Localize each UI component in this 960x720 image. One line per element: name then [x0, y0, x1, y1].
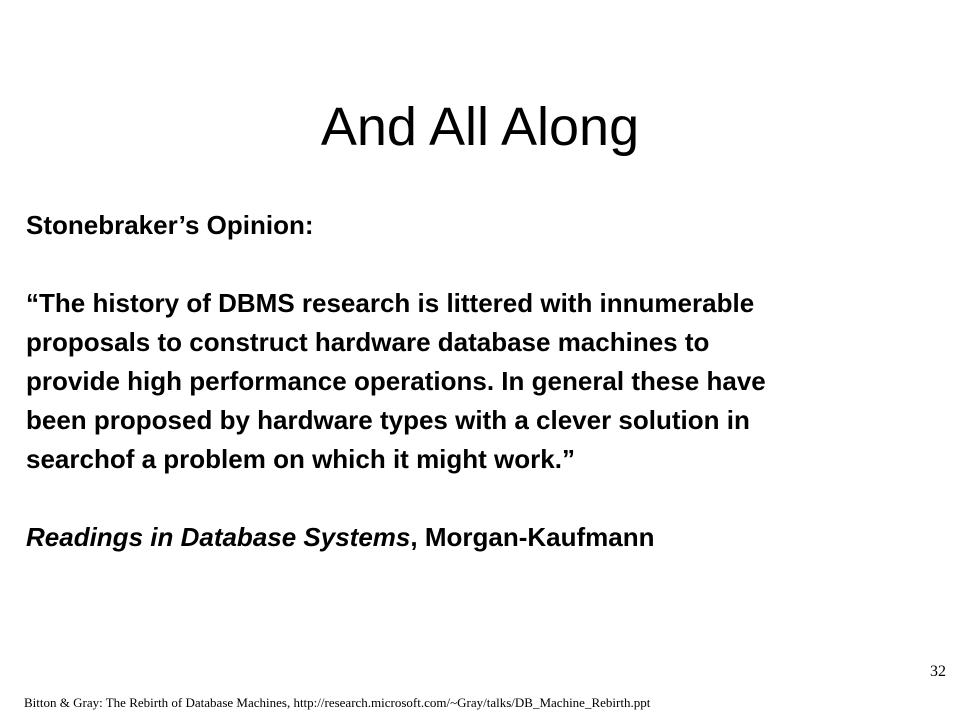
- quote-line-3: provide high performance operations. In general these have: [26, 366, 766, 396]
- slide-title: And All Along: [320, 97, 640, 157]
- quote-line-1: “The history of DBMS research is littered with innumerable: [26, 288, 755, 318]
- quote-line-2: proposals to construct hardware database machines to: [26, 327, 710, 357]
- blank-line: [26, 245, 946, 284]
- opinion-heading: Stonebraker’s Opinion:: [26, 210, 314, 240]
- page-number: 32: [930, 663, 946, 680]
- citation: [26, 518, 946, 557]
- citation-book-title: Readings in Database Systems: [26, 522, 411, 552]
- quote-line-5: searchof a problem on which it might work.”: [26, 444, 575, 474]
- slide-body: [26, 206, 946, 557]
- citation-publisher: , Morgan-Kaufmann: [410, 522, 655, 552]
- footer-source: Bitton & Gray: The Rebirth of Database Machines, http://research.microsoft.com/~Gray/talks/DB_Machine_Rebirth.ppt: [24, 695, 651, 710]
- blank-line: [26, 479, 946, 518]
- quote-line-4: been proposed by hardware types with a clever solution in: [26, 405, 750, 435]
